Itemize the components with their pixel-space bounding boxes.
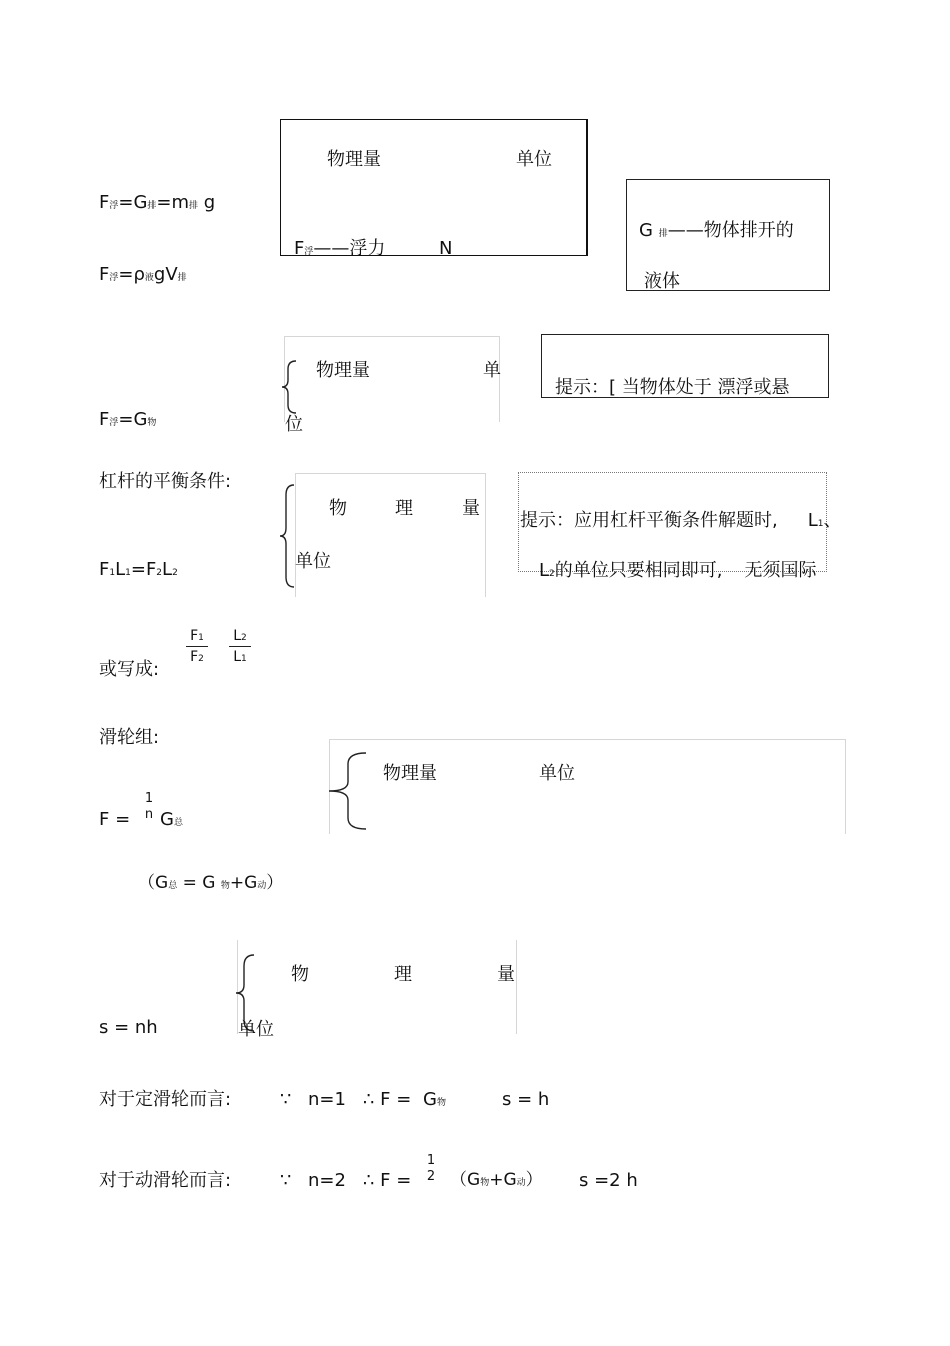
because-symbol: ∵ bbox=[280, 1170, 292, 1191]
table-header-quantity-char3: 量 bbox=[462, 498, 480, 519]
hint-text: 无须国际 bbox=[744, 560, 817, 581]
subscript: 总 bbox=[173, 818, 183, 828]
formula-text: g bbox=[198, 192, 216, 213]
formula-distance: s = nh bbox=[99, 1017, 158, 1038]
table-header-unit: 单位 bbox=[516, 149, 552, 170]
subscript: 2 bbox=[156, 568, 163, 578]
subscript: 液 bbox=[144, 273, 154, 283]
subscript: 浮 bbox=[304, 247, 314, 257]
table-header-unit: 单位 bbox=[295, 551, 331, 572]
units-table-distance bbox=[237, 940, 517, 1034]
hint-floating: 提示：[ 当物体处于 漂浮或悬 bbox=[555, 377, 790, 398]
formula-total-weight bbox=[138, 875, 283, 892]
heading-pulley: 滑轮组: bbox=[99, 727, 160, 748]
left-brace-icon bbox=[278, 484, 298, 588]
denominator bbox=[186, 650, 208, 664]
formula-text: gV bbox=[153, 264, 178, 285]
units-table-pulley bbox=[329, 739, 846, 834]
symbol: F bbox=[294, 238, 305, 259]
table-header-quantity-char1: 物 bbox=[329, 498, 347, 519]
subscript: 1 bbox=[109, 568, 116, 578]
numerator: 1 bbox=[426, 1153, 436, 1168]
symbol: F bbox=[190, 649, 199, 665]
fraction-l2-over-l1 bbox=[229, 629, 251, 664]
table-header-unit: 单位 bbox=[539, 763, 575, 784]
paren: ） bbox=[266, 873, 284, 893]
table-row-buoyancy-force bbox=[294, 240, 385, 258]
note-line-1 bbox=[639, 222, 794, 240]
subscript: 浮 bbox=[109, 201, 119, 211]
subscript: 排 bbox=[177, 273, 187, 283]
hint-lever-line2 bbox=[539, 562, 817, 580]
paren: ） bbox=[525, 1170, 543, 1190]
symbol: F bbox=[190, 628, 199, 644]
formula-buoyancy-density bbox=[99, 266, 187, 284]
paren: （ bbox=[138, 873, 155, 893]
symbol: L bbox=[539, 560, 550, 581]
hint-text: 提示：应用杠杆平衡条件解题时, bbox=[520, 510, 778, 531]
symbol: L bbox=[807, 510, 818, 531]
subscript: 2 bbox=[172, 568, 178, 578]
fixed-distance: s = h bbox=[502, 1089, 550, 1110]
subscript: 动 bbox=[516, 1178, 526, 1188]
fixed-pulley-label: 对于定滑轮而言: bbox=[99, 1089, 232, 1110]
symbol: G bbox=[155, 873, 169, 893]
formula-text: （G bbox=[450, 1170, 481, 1190]
subscript: 1 bbox=[198, 633, 204, 643]
subscript: 浮 bbox=[109, 418, 119, 428]
formula-text: =F bbox=[130, 559, 157, 580]
subscript: 物 bbox=[147, 418, 157, 428]
fraction-bar bbox=[186, 646, 208, 647]
table-header-quantity-char2: 理 bbox=[395, 498, 413, 519]
symbol: G bbox=[423, 1089, 437, 1110]
subscript: 1 bbox=[241, 654, 247, 664]
formula-pulley-force bbox=[99, 811, 130, 829]
formula-text: F bbox=[99, 559, 110, 580]
subscript: 排 bbox=[189, 201, 199, 211]
numerator bbox=[229, 629, 251, 643]
table-header-quantity: 物理量 bbox=[316, 360, 370, 381]
formula-text: L bbox=[162, 559, 173, 580]
subscript: 物 bbox=[480, 1178, 490, 1188]
quantity-name: ——浮力 bbox=[313, 238, 386, 259]
table-header-quantity-char2: 理 bbox=[394, 964, 412, 985]
formula-text: +G bbox=[229, 873, 258, 893]
left-brace-icon bbox=[280, 360, 300, 414]
formula-text: F bbox=[99, 264, 110, 285]
heading-lever: 杠杆的平衡条件: bbox=[99, 471, 232, 492]
formula-floating bbox=[99, 411, 156, 429]
fraction-bar bbox=[229, 646, 251, 647]
subscript: 物 bbox=[436, 1098, 446, 1108]
subscript: 1 bbox=[817, 519, 824, 529]
fixed-n-value: n=1 bbox=[308, 1089, 346, 1110]
separator: 、 bbox=[823, 510, 842, 531]
denominator bbox=[229, 650, 251, 664]
note-line-2: 液体 bbox=[644, 271, 680, 292]
table-header-quantity-char1: 物 bbox=[291, 964, 309, 985]
subscript: 动 bbox=[257, 881, 267, 891]
movable-force-eq: ∴ F = bbox=[363, 1170, 412, 1191]
formula-pulley-total-weight bbox=[160, 811, 183, 829]
table-header-unit-part2: 位 bbox=[285, 414, 303, 435]
subscript: 1 bbox=[125, 568, 131, 578]
subscript: 2 bbox=[549, 569, 555, 579]
formula-text: F bbox=[99, 192, 110, 213]
formula-buoyancy-archimedes bbox=[99, 194, 215, 212]
formula-text: +G bbox=[489, 1170, 517, 1190]
symbol: L bbox=[233, 649, 242, 665]
movable-n-value: n=2 bbox=[308, 1170, 346, 1191]
subscript: 排 bbox=[147, 201, 157, 211]
formula-text: L bbox=[115, 559, 126, 580]
formula-text: =G bbox=[118, 192, 148, 213]
symbol: L bbox=[233, 628, 242, 644]
numerator: 1 bbox=[144, 791, 154, 806]
table-header-quantity: 物理量 bbox=[327, 149, 381, 170]
alt-form-label: 或写成: bbox=[99, 659, 160, 680]
movable-force-weights bbox=[450, 1172, 543, 1189]
formula-text: =m bbox=[156, 192, 190, 213]
subscript: 2 bbox=[198, 654, 204, 664]
table-header-quantity: 物理量 bbox=[383, 763, 437, 784]
subscript: 2 bbox=[241, 633, 247, 643]
denominator: 2 bbox=[426, 1169, 436, 1184]
formula-text: F = bbox=[99, 809, 131, 830]
fraction-f1-over-f2 bbox=[186, 629, 208, 664]
subscript: 总 bbox=[168, 881, 178, 891]
subscript: 浮 bbox=[109, 273, 119, 283]
table-cell-unit-newton: N bbox=[439, 238, 453, 259]
because-symbol: ∵ bbox=[280, 1089, 292, 1110]
subscript: 排 bbox=[658, 229, 668, 239]
fraction-1-over-n bbox=[140, 792, 158, 821]
units-table-lever bbox=[295, 473, 486, 597]
note-text: ——物体排开的 bbox=[667, 220, 794, 241]
fraction-1-over-2 bbox=[424, 1154, 438, 1183]
symbol: G bbox=[160, 809, 174, 830]
table-header-unit: 单位 bbox=[238, 1019, 274, 1040]
formula-text: = G bbox=[177, 873, 216, 893]
subscript: 物 bbox=[220, 881, 230, 891]
units-table-buoyancy bbox=[280, 119, 588, 259]
fixed-force-eq: ∴ F = bbox=[363, 1089, 412, 1110]
left-brace-icon bbox=[326, 752, 370, 830]
numerator bbox=[186, 629, 208, 643]
formula-text: F bbox=[99, 409, 110, 430]
hint-text: 的单位只要相同即可, bbox=[554, 560, 723, 581]
hint-lever-line1 bbox=[520, 512, 842, 530]
formula-text: =G bbox=[118, 409, 148, 430]
table-header-unit-part1: 单 bbox=[483, 360, 501, 381]
fixed-force-weight bbox=[423, 1091, 446, 1109]
symbol: G bbox=[639, 220, 653, 241]
formula-text: =ρ bbox=[118, 264, 145, 285]
movable-pulley-label: 对于动滑轮而言: bbox=[99, 1170, 232, 1191]
denominator: n bbox=[144, 807, 154, 822]
movable-distance: s =2 h bbox=[579, 1170, 638, 1191]
table-header-quantity-char3: 量 bbox=[497, 964, 515, 985]
formula-lever bbox=[99, 561, 178, 579]
